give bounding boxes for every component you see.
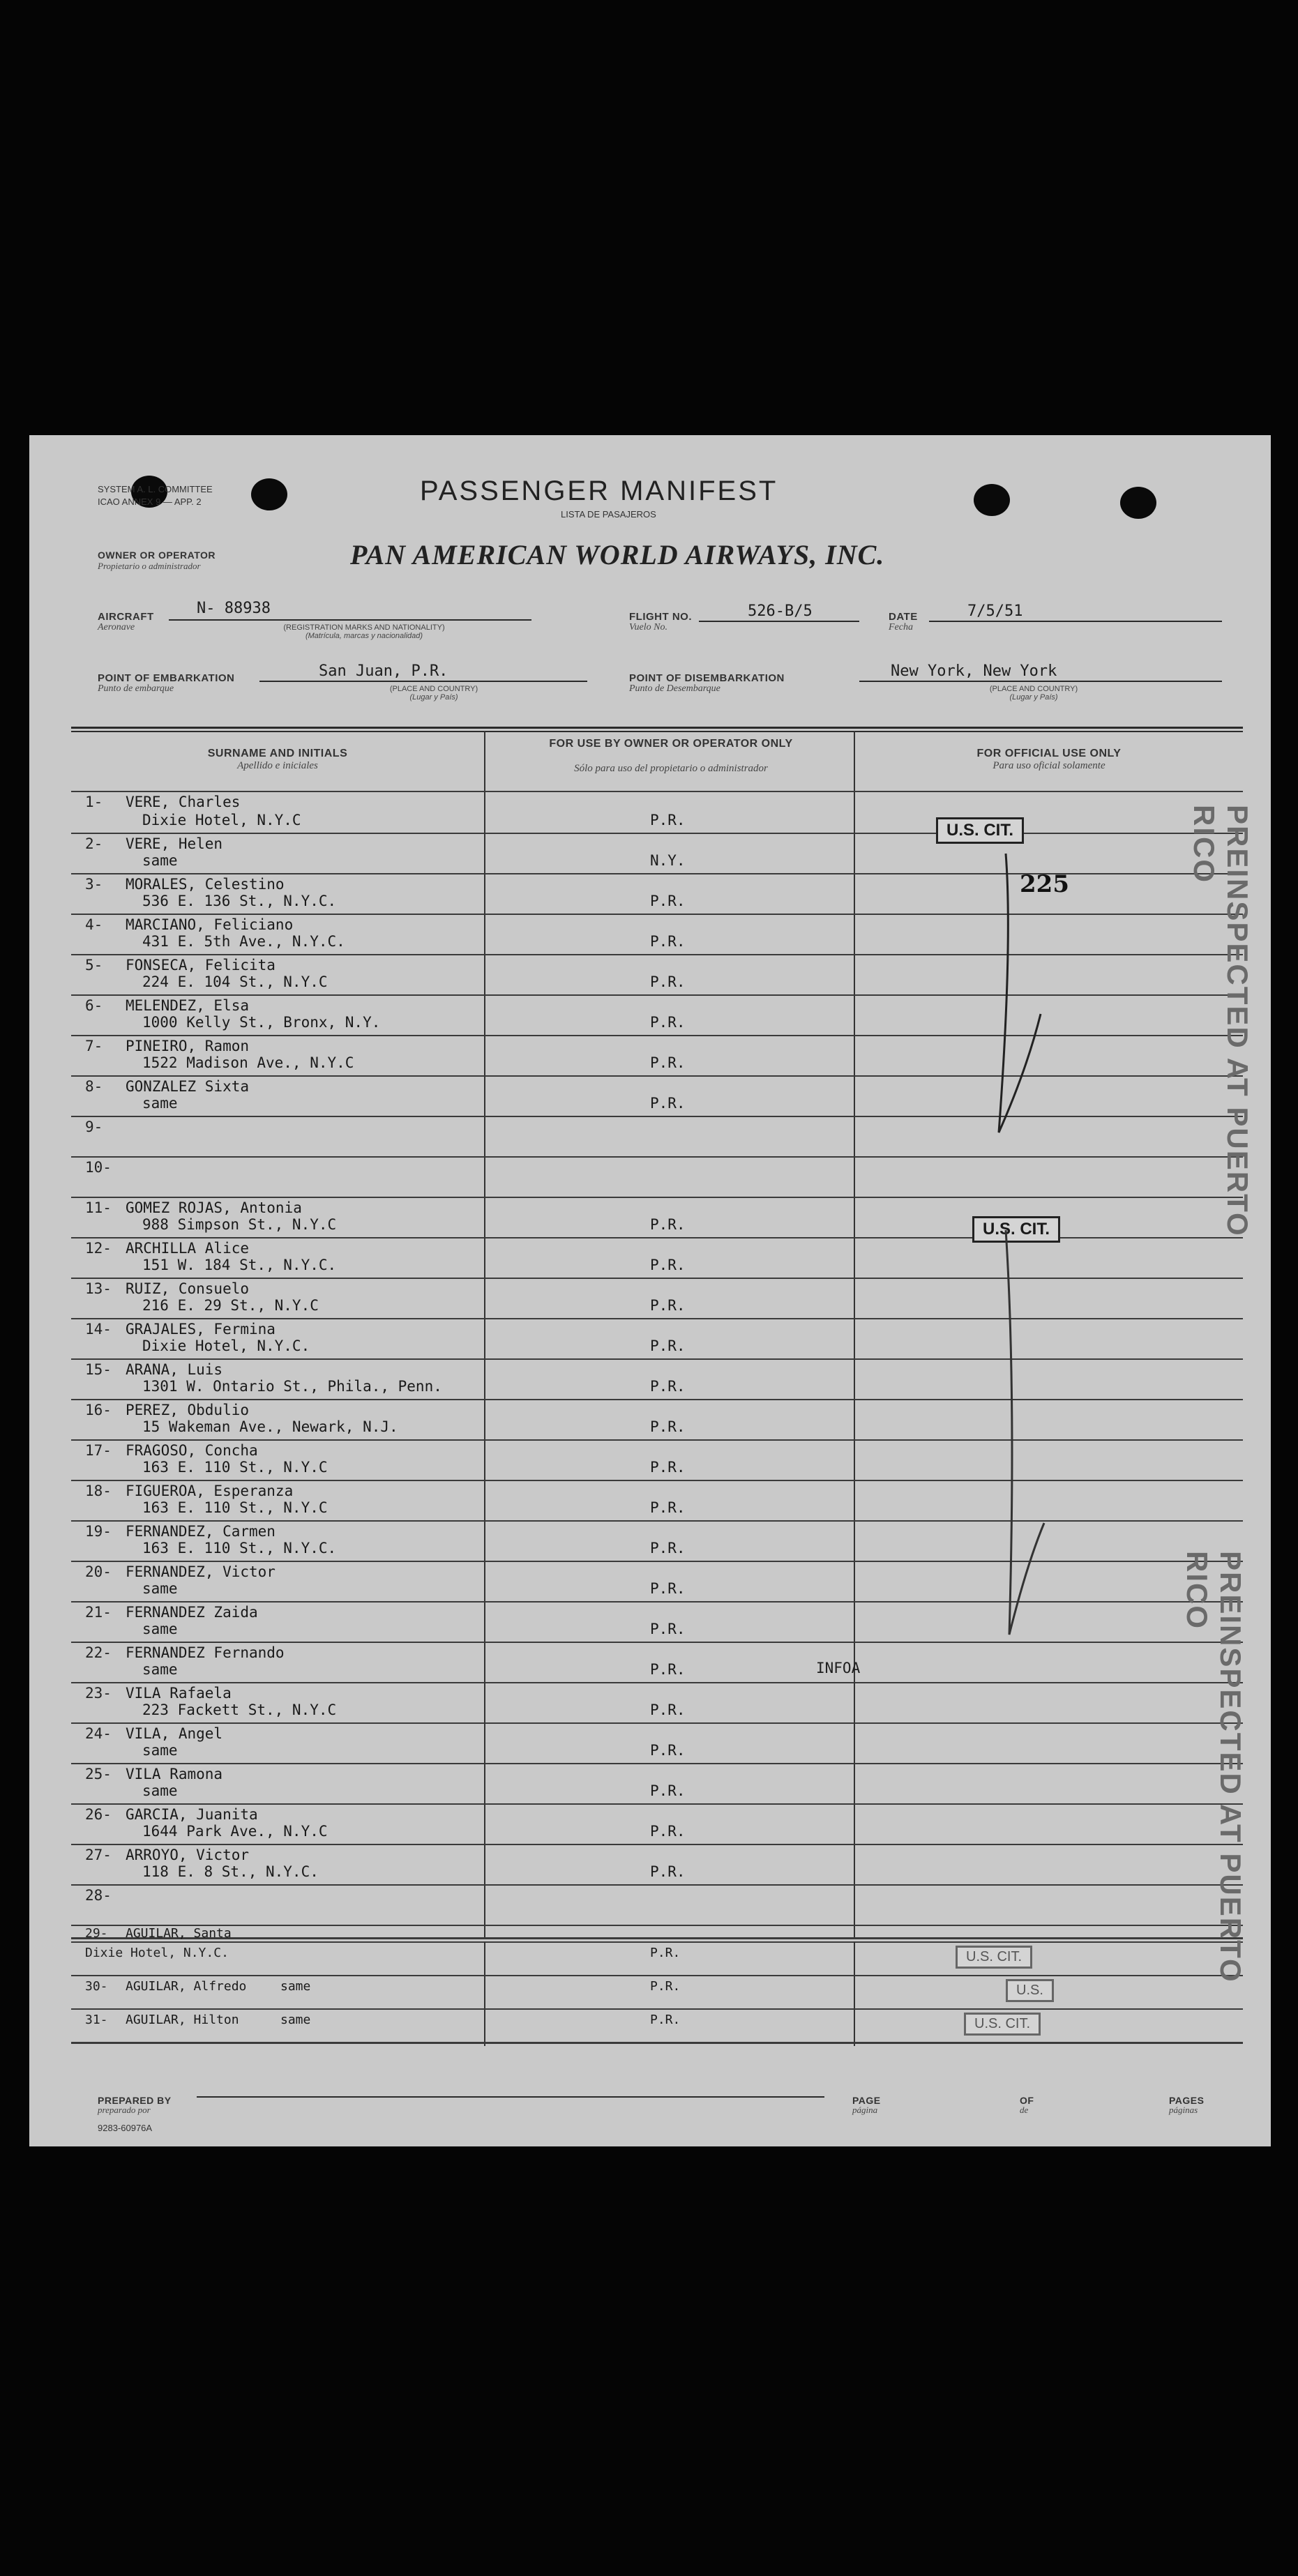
passenger-name: VILA Ramona <box>126 1766 223 1782</box>
passenger-name: GARCIA, Juanita <box>126 1806 258 1823</box>
passenger-address: 163 E. 110 St., N.Y.C. <box>142 1540 337 1556</box>
passenger-address: 151 W. 184 St., N.Y.C. <box>142 1257 337 1273</box>
owner-use-value: P.R. <box>650 1338 686 1354</box>
row-number: 13- <box>85 1280 112 1297</box>
date-value: 7/5/51 <box>967 603 1023 620</box>
passenger-address: same <box>142 1661 178 1678</box>
row-number: 1- <box>85 794 103 810</box>
passenger-name: FERNANDEZ, Victor <box>126 1563 276 1580</box>
col-header-official-es: Para uso oficial solamente <box>993 760 1105 771</box>
col-header-owner: FOR USE BY OWNER OR OPERATOR ONLY <box>549 738 793 750</box>
row-number: 30- <box>85 1979 108 1994</box>
passenger-address: same <box>280 1979 311 1994</box>
column-divider <box>854 731 855 1937</box>
passenger-name: VILA Rafaela <box>126 1685 232 1702</box>
passenger-address: 224 E. 104 St., N.Y.C <box>142 973 328 990</box>
row-number: 26- <box>85 1806 112 1823</box>
owner-use-value: P.R. <box>650 933 686 950</box>
aircraft-value: N- 88938 <box>197 600 271 617</box>
embarkation-underline <box>259 681 587 682</box>
passenger-address: 216 E. 29 St., N.Y.C <box>142 1297 319 1314</box>
passenger-address: same <box>280 2013 311 2027</box>
passenger-name: MELENDEZ, Elsa <box>126 997 250 1014</box>
owner-use-value: P.R. <box>650 1257 686 1273</box>
prepared-label: PREPARED BY <box>98 2095 172 2106</box>
row-number: 10- <box>85 1159 112 1176</box>
passenger-name: AGUILAR, Alfredo <box>126 1979 247 1994</box>
aircraft-note-es: (Matrícula, marcas y nacionalidad) <box>305 632 423 640</box>
owner-use-value: P.R. <box>650 973 686 990</box>
passenger-address: same <box>142 852 178 869</box>
disembarkation-label: POINT OF DISEMBARKATION <box>629 672 785 684</box>
owner-use-value: P.R. <box>650 1661 686 1678</box>
passenger-name: VILA, Angel <box>126 1725 223 1742</box>
col-header-name-es: Apellido e iniciales <box>237 760 318 771</box>
passenger-address: same <box>142 1742 178 1759</box>
prepared-label-es: preparado por <box>98 2105 151 2115</box>
row-number: 16- <box>85 1402 112 1418</box>
passenger-address: 1644 Park Ave., N.Y.C <box>142 1823 328 1840</box>
owner-use-value: P.R. <box>650 1702 686 1718</box>
of-label-es: de <box>1020 2105 1029 2115</box>
us-cit-stamp: U.S. CIT. <box>956 1946 1032 1969</box>
passenger-address: Dixie Hotel, N.Y.C. <box>142 1338 310 1354</box>
passenger-name: FERNANDEZ, Carmen <box>126 1523 276 1540</box>
passenger-name: FIGUEROA, Esperanza <box>126 1483 294 1499</box>
passenger-name: GONZALEZ Sixta <box>126 1078 250 1095</box>
manifest-title: PASSENGER MANIFEST <box>420 476 778 506</box>
row-number: 23- <box>85 1685 112 1702</box>
owner-use-value: P.R. <box>650 812 686 828</box>
passenger-name: AGUILAR, Hilton <box>126 2013 239 2027</box>
of-label: OF <box>1020 2095 1034 2106</box>
owner-use-value: P.R. <box>650 1979 681 1994</box>
aircraft-underline <box>169 619 531 621</box>
passenger-name: GOMEZ ROJAS, Antonia <box>126 1199 302 1216</box>
owner-use-value: P.R. <box>650 1014 686 1031</box>
passenger-address: 223 Fackett St., N.Y.C <box>142 1702 337 1718</box>
embarkation-note-es: (Lugar y País) <box>409 693 458 702</box>
owner-use-value: P.R. <box>650 1459 686 1476</box>
table-tail <box>29 1941 1271 2046</box>
row-number: 28- <box>85 1887 112 1904</box>
form-code-line1: SYSTEM A. L. COMMITTEE <box>98 484 213 494</box>
col-header-official: FOR OFFICIAL USE ONLY <box>976 748 1122 759</box>
row-number: 9- <box>85 1119 103 1135</box>
owner-use-value: P.R. <box>650 1621 686 1637</box>
passenger-name: FERNANDEZ Fernando <box>126 1644 285 1661</box>
row-number: 18- <box>85 1483 112 1499</box>
owner-note: INFOA <box>816 1660 861 1676</box>
col-header-name: SURNAME AND INITIALS <box>207 748 348 759</box>
owner-label: OWNER OR OPERATOR <box>98 550 216 561</box>
row-number: 11- <box>85 1199 112 1216</box>
page-label: PAGE <box>852 2095 881 2106</box>
passenger-name: MORALES, Celestino <box>126 876 285 893</box>
passenger-name: ARROYO, Victor <box>126 1847 250 1863</box>
passenger-address: same <box>142 1621 178 1637</box>
pages-label: PAGES <box>1169 2095 1205 2106</box>
table-top-rule <box>71 727 1243 729</box>
passenger-address: 15 Wakeman Ave., Newark, N.J. <box>142 1418 398 1435</box>
us-cit-stamp: U.S. CIT. <box>964 2013 1041 2036</box>
aircraft-label-es: Aeronave <box>98 622 135 632</box>
row-number: 21- <box>85 1604 112 1621</box>
manifest-sheet <box>29 435 1271 2146</box>
owner-use-value: P.R. <box>650 1216 686 1233</box>
row-number: 31- <box>85 2013 108 2027</box>
punch-hole <box>251 478 287 510</box>
us-cit-stamp: U.S. CIT. <box>936 817 1024 844</box>
row-number: 8- <box>85 1078 103 1095</box>
punch-hole <box>974 484 1010 516</box>
check-mark-lines <box>978 833 1062 1669</box>
passenger-name: FONSECA, Felicita <box>126 957 276 973</box>
passenger-address: 1301 W. Ontario St., Phila., Penn. <box>142 1378 442 1395</box>
embarkation-note: (PLACE AND COUNTRY) <box>389 685 478 693</box>
owner-use-value: P.R. <box>650 1782 686 1799</box>
passenger-name: ARCHILLA Alice <box>126 1240 250 1257</box>
passenger-address: same <box>142 1095 178 1112</box>
passenger-name: VERE, Helen <box>126 835 223 852</box>
preinspected-stamp: PREINSPECTED AT PUERTO RICO <box>1188 805 1254 1237</box>
row-number: 27- <box>85 1847 112 1863</box>
disembarkation-note: (PLACE AND COUNTRY) <box>989 685 1078 693</box>
disembarkation-label-es: Punto de Desembarque <box>629 683 720 694</box>
flight-value: 526-B/5 <box>748 603 813 620</box>
us-cit-stamp: U.S. CIT. <box>972 1216 1060 1243</box>
row-number: Dixie Hotel, N.Y.C. <box>85 1946 229 1960</box>
owner-use-value: P.R. <box>650 1540 686 1556</box>
owner-use-value: P.R. <box>650 2013 681 2027</box>
passenger-address: same <box>142 1782 178 1799</box>
row-number: 15- <box>85 1361 112 1378</box>
airline-name: PAN AMERICAN WORLD AIRWAYS, INC. <box>350 539 885 570</box>
passenger-address: 1522 Madison Ave., N.Y.C <box>142 1054 354 1071</box>
date-label: DATE <box>889 611 918 623</box>
date-underline <box>929 621 1222 622</box>
owner-use-value: P.R. <box>650 1742 686 1759</box>
us-stamp: U.S. <box>1006 1979 1054 2002</box>
disembarkation-note-es: (Lugar y País) <box>1009 693 1058 702</box>
row-number: 25- <box>85 1766 112 1782</box>
prepared-underline <box>197 2096 824 2098</box>
passenger-address: 163 E. 110 St., N.Y.C <box>142 1459 328 1476</box>
owner-use-value: P.R. <box>650 1054 686 1071</box>
passenger-name: PINEIRO, Ramon <box>126 1038 250 1054</box>
row-number: 20- <box>85 1563 112 1580</box>
row-number: 29- <box>85 1926 108 1941</box>
column-divider <box>484 731 485 1937</box>
col-header-owner-es: Sólo para uso del propietario o administrador <box>574 763 768 774</box>
row-number: 12- <box>85 1240 112 1257</box>
owner-use-value: P.R. <box>650 1378 686 1395</box>
owner-use-value: P.R. <box>650 1499 686 1516</box>
punch-hole <box>1120 487 1156 519</box>
row-number: 24- <box>85 1725 112 1742</box>
disembarkation-value: New York, New York <box>891 662 1057 680</box>
row-number: 6- <box>85 997 103 1014</box>
passenger-address: same <box>142 1580 178 1597</box>
date-label-es: Fecha <box>889 622 913 632</box>
passenger-name: MARCIANO, Feliciano <box>126 916 294 933</box>
row-number: 2- <box>85 835 103 852</box>
passenger-name: AGUILAR, Santa <box>126 1926 232 1941</box>
table-top-rule-2 <box>71 731 1243 732</box>
passenger-name: FERNANDEZ Zaida <box>126 1604 258 1621</box>
passenger-address: 118 E. 8 St., N.Y.C. <box>142 1863 319 1880</box>
row-number: 3- <box>85 876 103 893</box>
passenger-address: 988 Simpson St., N.Y.C <box>142 1216 337 1233</box>
owner-use-value: P.R. <box>650 1946 681 1960</box>
manifest-title-es: LISTA DE PASAJEROS <box>561 509 656 520</box>
flight-label-es: Vuelo No. <box>629 622 667 632</box>
owner-use-value: P.R. <box>650 893 686 909</box>
flight-label: FLIGHT NO. <box>629 611 692 623</box>
row-number: 5- <box>85 957 103 973</box>
owner-use-value: N.Y. <box>650 852 686 869</box>
row-number: 14- <box>85 1321 112 1338</box>
embarkation-value: San Juan, P.R. <box>319 662 448 680</box>
disembarkation-underline <box>859 681 1222 682</box>
embarkation-label: POINT OF EMBARKATION <box>98 672 235 684</box>
passenger-address: 431 E. 5th Ave., N.Y.C. <box>142 933 345 950</box>
passenger-address: 163 E. 110 St., N.Y.C <box>142 1499 328 1516</box>
aircraft-note: (REGISTRATION MARKS AND NATIONALITY) <box>283 623 445 632</box>
row-number: 19- <box>85 1523 112 1540</box>
owner-use-value: P.R. <box>650 1823 686 1840</box>
owner-use-value: P.R. <box>650 1418 686 1435</box>
passenger-name: GRAJALES, Fermina <box>126 1321 276 1338</box>
row-number: 7- <box>85 1038 103 1054</box>
passenger-name: RUIZ, Consuelo <box>126 1280 250 1297</box>
owner-use-value: P.R. <box>650 1095 686 1112</box>
row-number: 17- <box>85 1442 112 1459</box>
passenger-name: FRAGOSO, Concha <box>126 1442 258 1459</box>
embarkation-label-es: Punto de embarque <box>98 683 174 694</box>
pages-label-es: páginas <box>1169 2105 1198 2115</box>
row-number: 22- <box>85 1644 112 1661</box>
preinspected-stamp: PREINSPECTED AT PUERTO RICO <box>1181 1551 1247 1983</box>
passenger-address: Dixie Hotel, N.Y.C <box>142 812 301 828</box>
passenger-address: 536 E. 136 St., N.Y.C. <box>142 893 337 909</box>
form-code-line2: ICAO ANNEX 9 — APP. 2 <box>98 497 202 507</box>
row-number: 4- <box>85 916 103 933</box>
passenger-address: 1000 Kelly St., Bronx, N.Y. <box>142 1014 381 1031</box>
owner-use-value: P.R. <box>650 1297 686 1314</box>
page-label-es: página <box>852 2105 878 2115</box>
aircraft-label: AIRCRAFT <box>98 611 154 623</box>
owner-use-value: P.R. <box>650 1863 686 1880</box>
passenger-name: PEREZ, Obdulio <box>126 1402 250 1418</box>
owner-label-es: Propietario o administrador <box>98 561 201 571</box>
official-count: 225 <box>1020 870 1069 898</box>
passenger-name: ARANA, Luis <box>126 1361 223 1378</box>
passenger-name: VERE, Charles <box>126 794 241 810</box>
owner-use-value: P.R. <box>650 1580 686 1597</box>
form-number: 9283-60976A <box>98 2123 153 2133</box>
flight-underline <box>699 621 859 622</box>
